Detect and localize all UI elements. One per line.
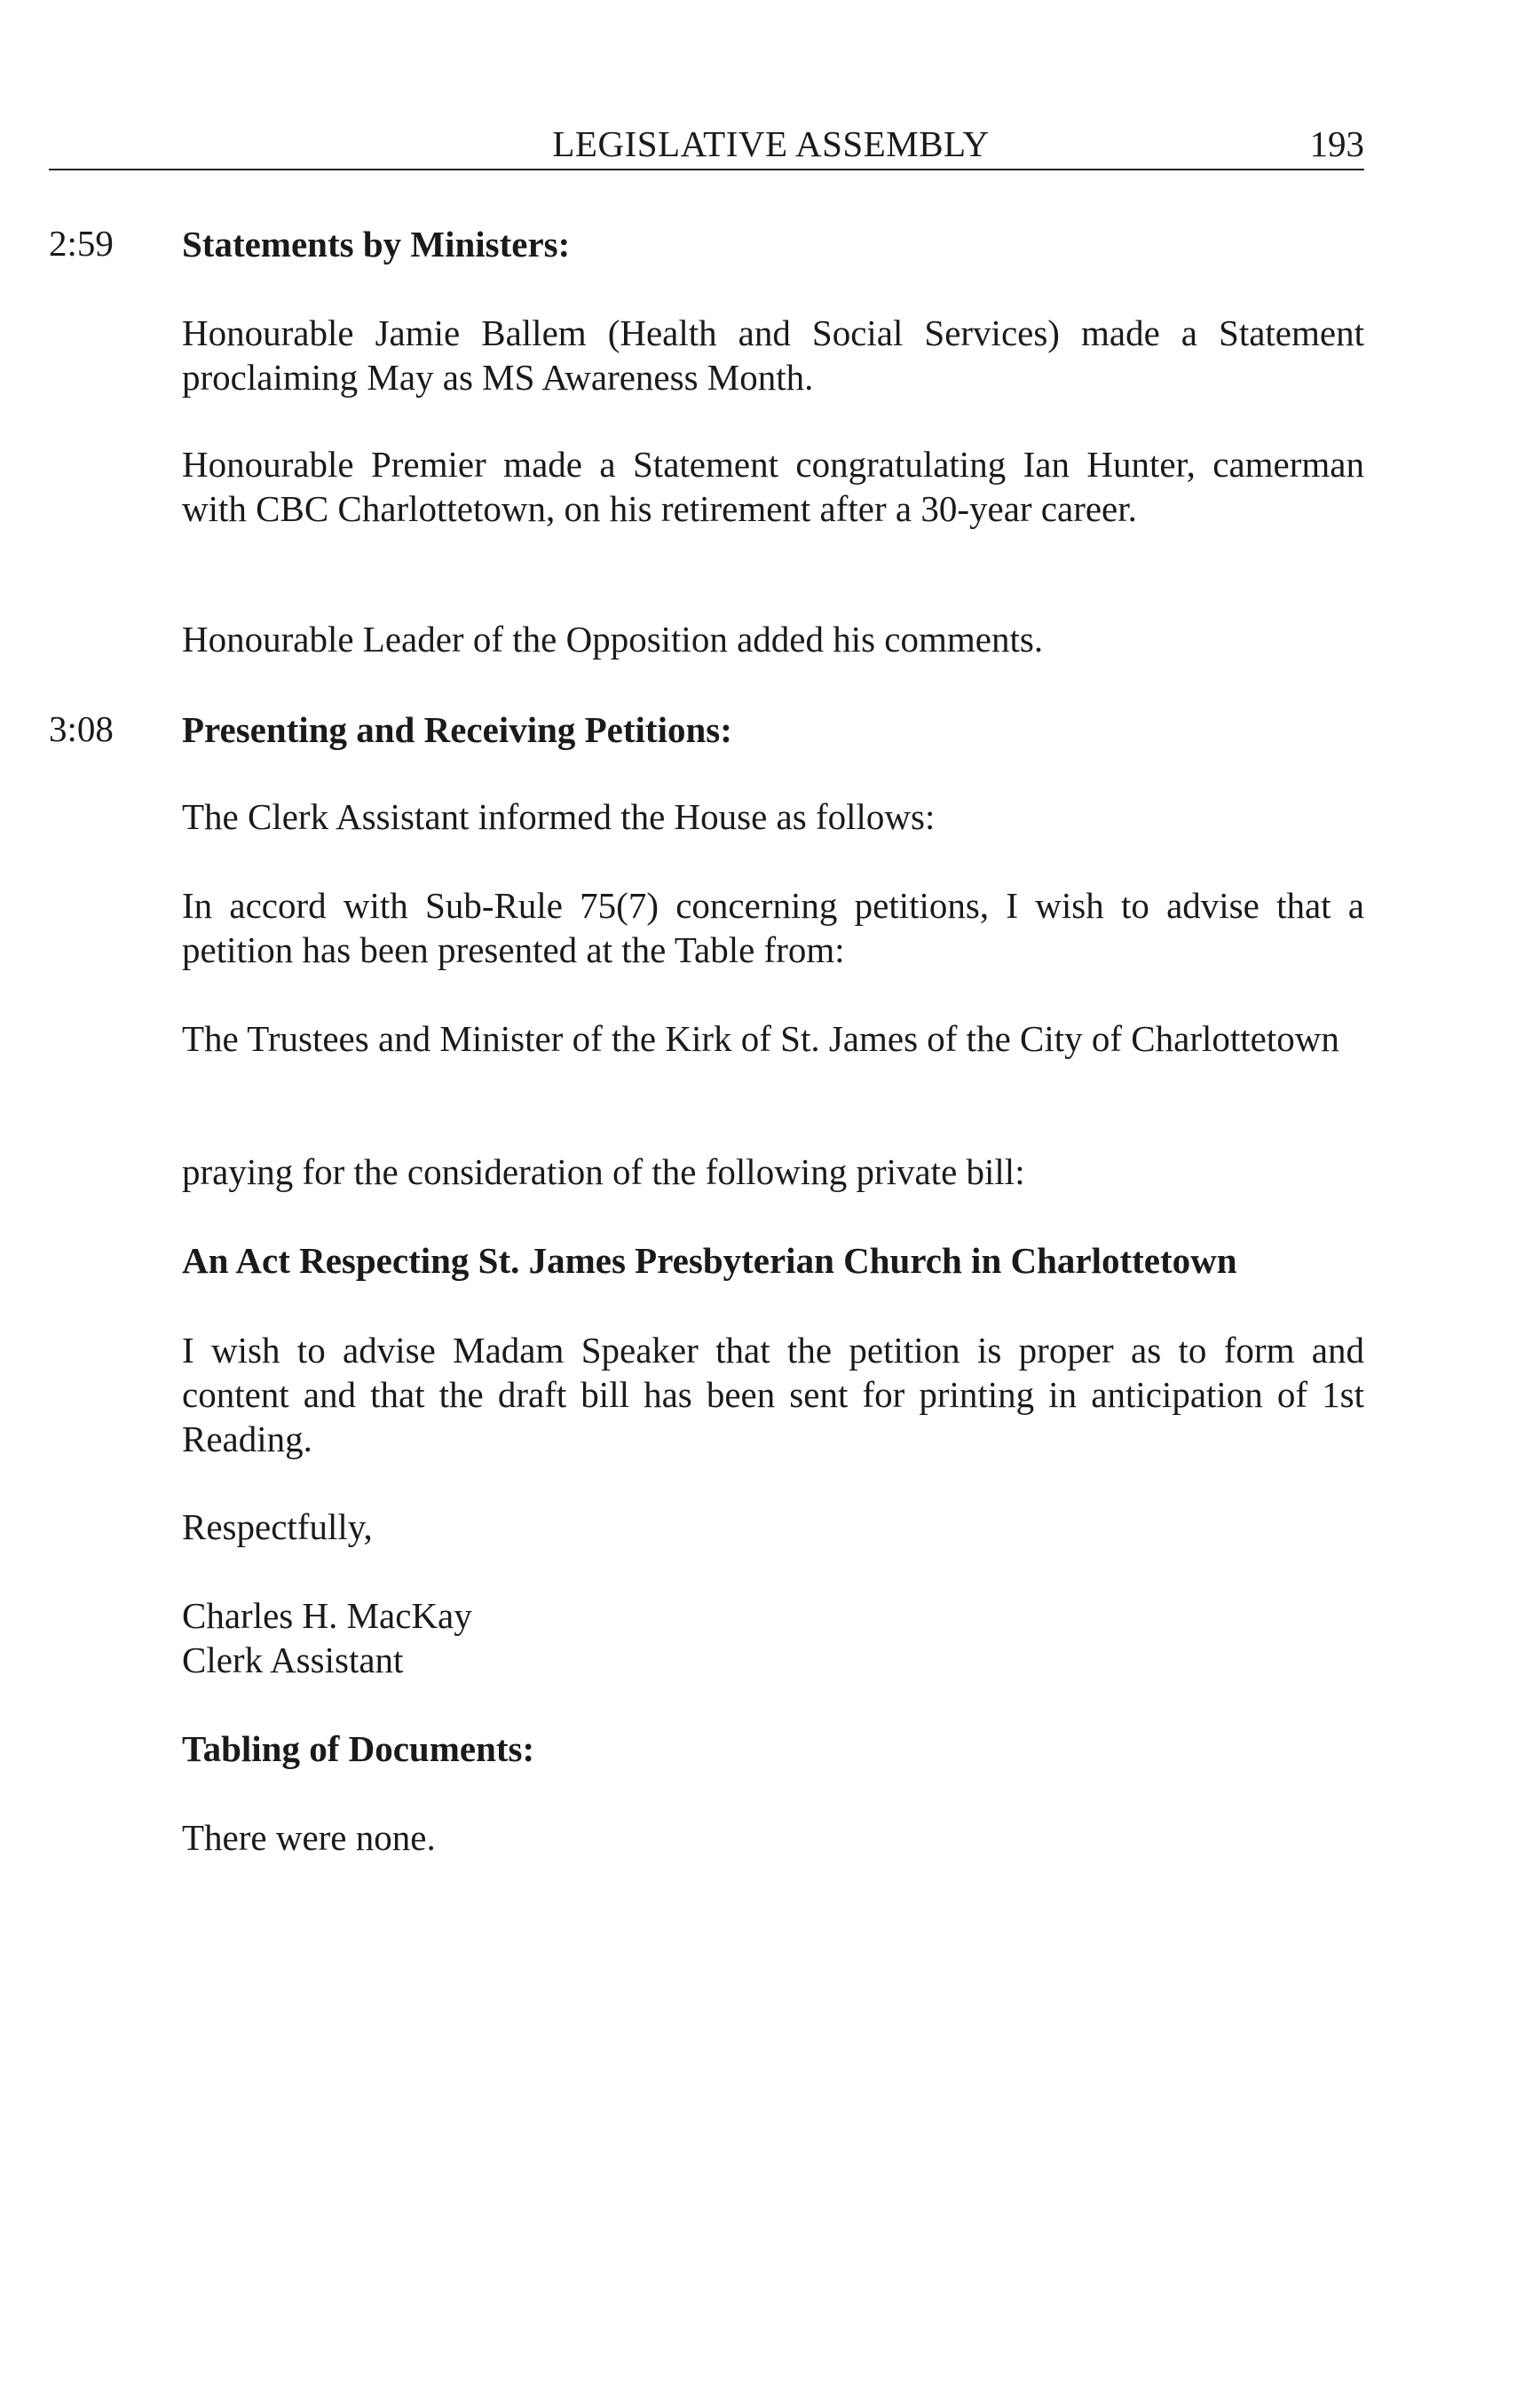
header-rule — [49, 169, 1364, 170]
bill-title: An Act Respecting St. James Presbyterian Church in Charlottetown — [182, 1240, 1237, 1281]
paragraph-ministers-2: Honourable Premier made a Statement congratulating Ian Hunter, camerman with CBC Charlottetown, on his retirement after a 30-year career. — [182, 444, 1364, 529]
heading-statements-by-ministers: Statements by Ministers: — [182, 224, 571, 265]
paragraph-ministers-3: Honourable Leader of the Opposition added his comments. — [182, 619, 1044, 660]
paragraph-petitions-advice: I wish to advise Madam Speaker that the petition is proper as to form and content and that the draft bill has been sent for printing in anticipation of 1st Reading. — [182, 1330, 1364, 1459]
paragraph-petitions-praying: praying for the consideration of the following private bill: — [182, 1151, 1025, 1192]
heading-tabling-of-documents: Tabling of Documents: — [182, 1728, 535, 1769]
paragraph-ministers-1: Honourable Jamie Ballem (Health and Social Services) made a Statement proclaiming May as MS Awareness Month. — [182, 312, 1364, 398]
timestamp-petitions: 3:08 — [49, 708, 114, 749]
running-header — [178, 122, 1364, 167]
page-number: 193 — [1309, 123, 1364, 164]
closing-respectfully: Respectfully, — [182, 1506, 373, 1547]
running-title: LEGISLATIVE ASSEMBLY — [552, 123, 990, 164]
paragraph-petitioners: The Trustees and Minister of the Kirk of St. James of the City of Charlottetown — [182, 1018, 1339, 1059]
paragraph-tabling: There were none. — [182, 1817, 436, 1858]
signatory-title: Clerk Assistant — [182, 1639, 404, 1680]
paragraph-petitions-1: The Clerk Assistant informed the House as follows: — [182, 796, 936, 837]
timestamp-ministers: 2:59 — [49, 223, 114, 264]
signatory-name: Charles H. MacKay — [182, 1595, 472, 1636]
heading-presenting-receiving-petitions: Presenting and Receiving Petitions: — [182, 709, 732, 750]
paragraph-petitions-2: In accord with Sub-Rule 75(7) concerning petitions, I wish to advise that a petition has been presented at the Table from: — [182, 885, 1364, 970]
